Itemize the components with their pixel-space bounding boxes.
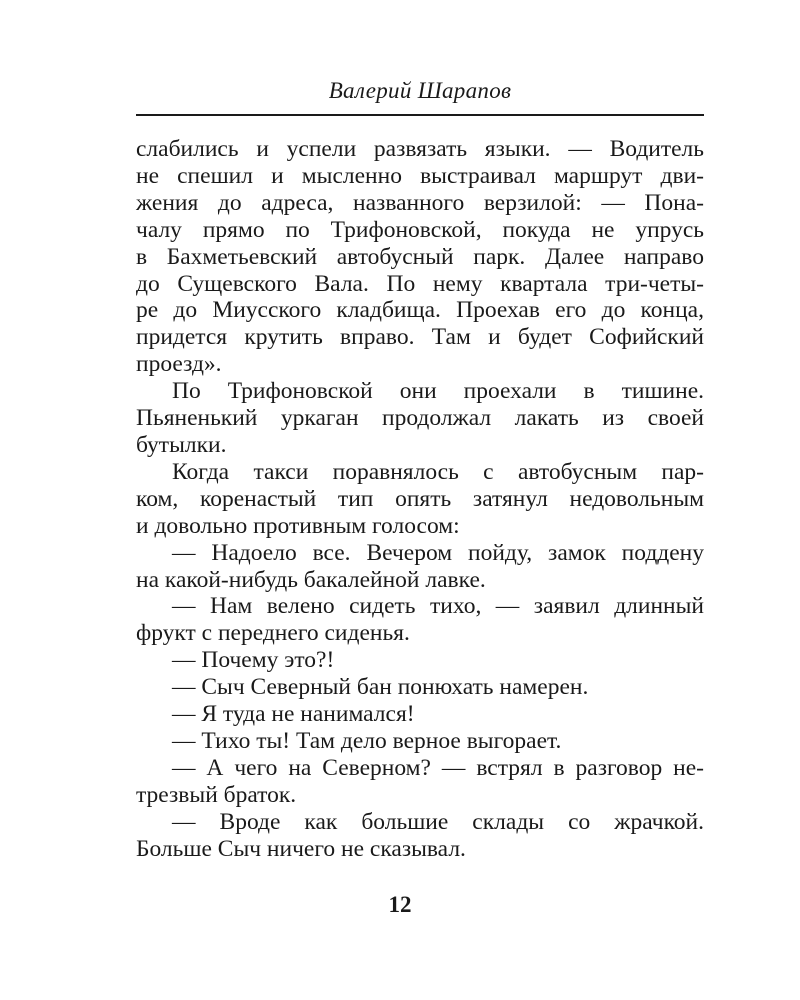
- text-line: — Тихо ты! Там дело верное выгорает.: [172, 727, 562, 754]
- text-line: чалу прямо по Трифоновской, покуда не упрусь: [136, 216, 704, 243]
- running-header: Валерий Шарапов: [328, 78, 512, 103]
- text-line: — Вроде как большие склады со жрачкой.: [172, 808, 704, 835]
- text-line: ком, коренастый тип опять затянул недовольным: [136, 485, 704, 512]
- text-line: По Трифоновской они проехали в тишине.: [172, 378, 704, 405]
- text-line: придется крутить вправо. Там и будет Софийский: [136, 324, 704, 351]
- text-line: не спешил и мысленно выстраивал маршрут дви-: [136, 162, 704, 189]
- text-line: — Я туда не нанимался!: [172, 701, 415, 728]
- text-line: жения до адреса, названного верзилой: — Пона-: [136, 189, 704, 216]
- text-line: проезд».: [136, 351, 222, 378]
- text-line: Когда такси поравнялось с автобусным пар-: [172, 458, 704, 485]
- text-line: слабились и успели развязать языки. — Водитель: [136, 136, 704, 162]
- text-line: в Бахметьевский автобусный парк. Далее направо: [136, 243, 704, 270]
- text-line: — Нам велено сидеть тихо, — заявил длинный: [172, 593, 704, 620]
- text-line: фрукт с переднего сиденья.: [136, 620, 410, 647]
- text-line: — Почему это?!: [172, 647, 335, 674]
- text-line: — А чего на Северном? — встрял в разговор не-: [172, 754, 704, 781]
- header-rule: [136, 114, 704, 116]
- text-line: — Сыч Северный бан понюхать намерен.: [172, 674, 589, 701]
- text-line: — Надоело все. Вечером пойду, замок поддену: [172, 539, 704, 566]
- text-line: до Сущевского Вала. По нему квартала три-четы-: [136, 270, 704, 297]
- text-line: бутылки.: [136, 431, 227, 458]
- text-line: ре до Миусского кладбища. Проехав его до конца,: [136, 297, 704, 324]
- page-number: 12: [388, 892, 412, 917]
- text-line: и довольно противным голосом:: [136, 512, 460, 539]
- text-line: трезвый браток.: [136, 781, 297, 808]
- text-line: на какой-нибудь бакалейной лавке.: [136, 566, 486, 593]
- text-line: Пьяненький уркаган продолжал лакать из своей: [136, 405, 704, 432]
- text-line: Больше Сыч ничего не сказывал.: [136, 835, 466, 862]
- page-body: [136, 136, 704, 862]
